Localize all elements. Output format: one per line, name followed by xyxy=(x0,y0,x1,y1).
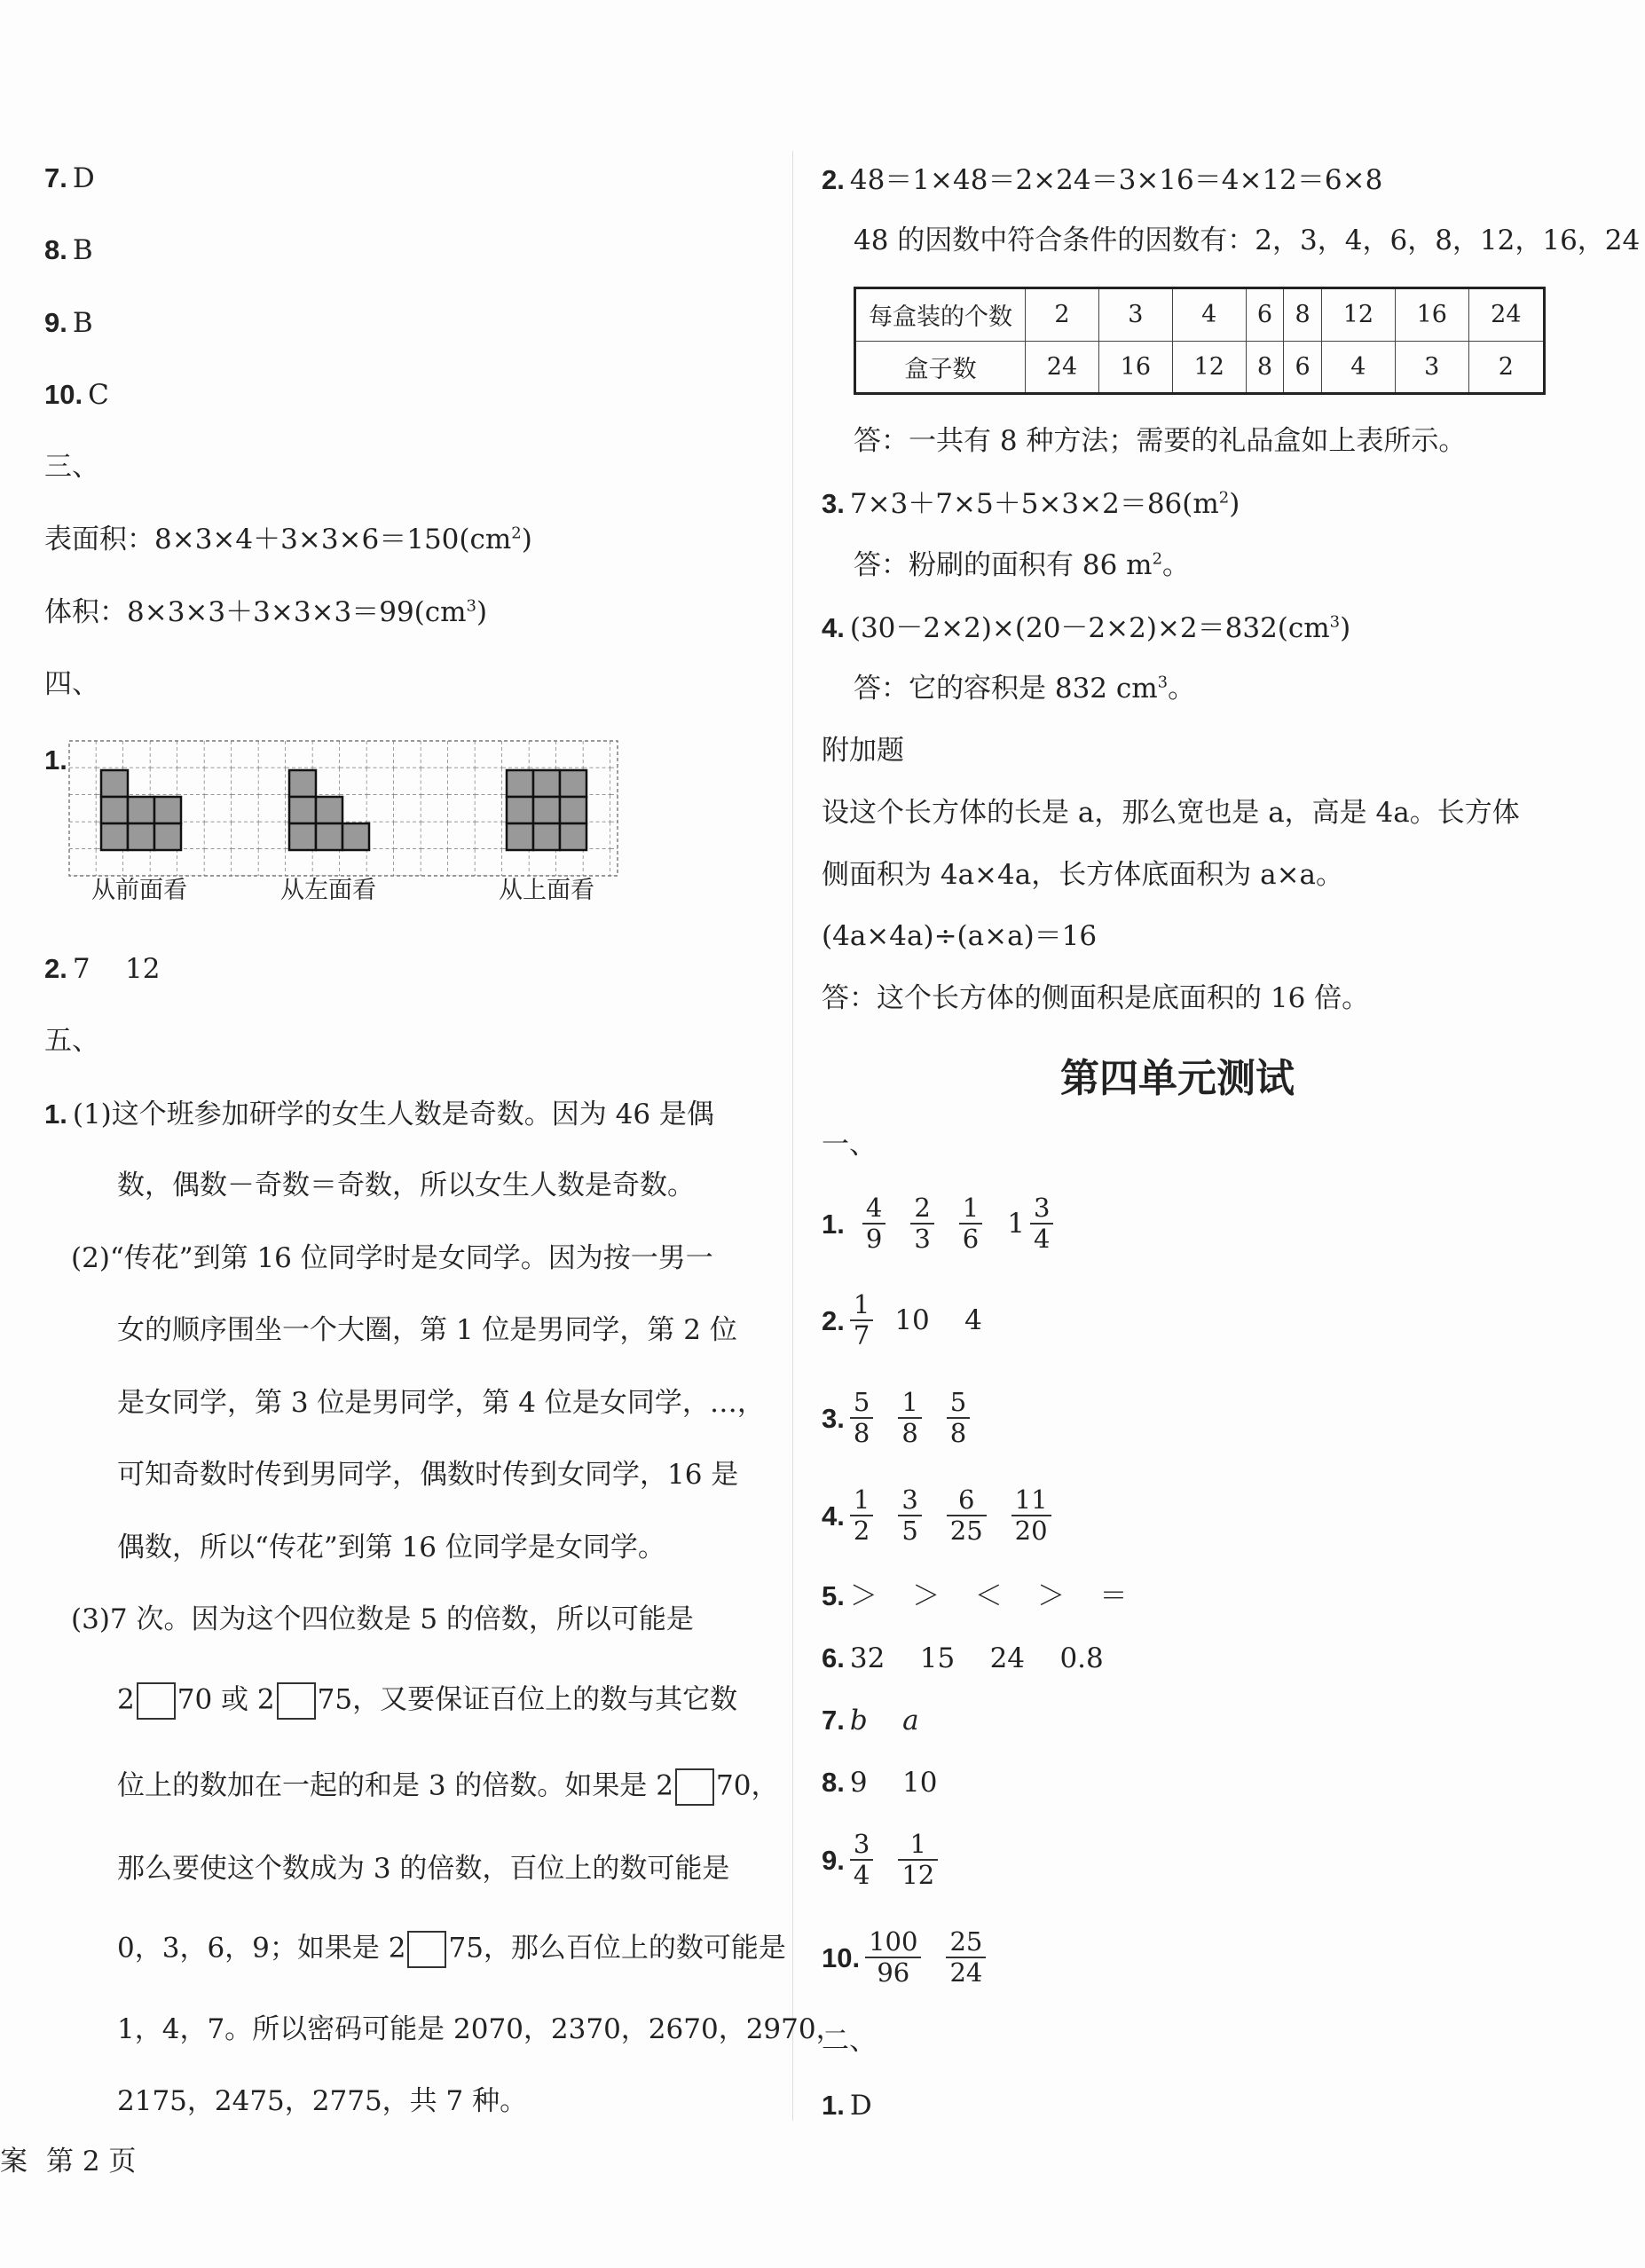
fraction: $\frac{3}{4}$ xyxy=(850,1830,873,1891)
fraction-answer-10: 10. $\frac{100}{96}$ $\frac{25}{24}$ xyxy=(822,1927,998,1988)
digit-blank-box xyxy=(675,1768,714,1806)
text-line: 2 70 或 2 75，又要保证百位上的数与其它数 xyxy=(117,1682,737,1720)
text-line: (4a×4a)÷(a×a)＝16 xyxy=(822,920,1098,952)
fraction: $\frac{3}{4}$ xyxy=(1030,1193,1053,1255)
formula-end: ) xyxy=(521,524,532,555)
unit-test-title: 第四单元测试 xyxy=(1060,1057,1295,1100)
fraction: $\frac{5}{8}$ xyxy=(850,1388,873,1449)
text-line: 0，3，6，9；如果是 2 75，那么百位上的数可能是 xyxy=(117,1931,786,1968)
table-cell: 6 xyxy=(1246,288,1284,342)
text-line: 那么要使这个数成为 3 的倍数，百位上的数可能是 xyxy=(117,1853,730,1885)
question-2: 2. 7 12 xyxy=(44,953,161,985)
fraction: $\frac{1}{2}$ xyxy=(850,1485,873,1547)
table-header-cell: 每盒装的个数 xyxy=(855,288,1026,342)
text-line: 设这个长方体的长是 a，那么宽也是 a，高是 4a。长方体 xyxy=(822,797,1520,829)
problem-1-part-2: (2)“传花”到第 16 位同学时是女同学。因为按一男一 xyxy=(71,1242,713,1274)
exponent: 2 xyxy=(1218,488,1230,508)
section-five-heading: 五、 xyxy=(44,1025,99,1057)
answer-text: C xyxy=(88,379,109,411)
text-line: 侧面积为 4a×4a，长方体底面积为 a×a。 xyxy=(822,859,1344,891)
answer-line: 答：粉刷的面积有 86 $m^2$。 xyxy=(854,549,1191,581)
fraction: $\frac{100}{96}$ xyxy=(865,1927,921,1988)
answer-8-right: 8. 9 10 xyxy=(822,1767,938,1799)
text-line: (1)这个班参加研学的女生人数是奇数。因为 46 是偶 xyxy=(72,1099,714,1130)
answer-8 xyxy=(44,233,93,267)
table-cell: 24 xyxy=(1468,288,1544,342)
answer-b1: 1. D xyxy=(822,2090,872,2122)
fraction: $\frac{3}{5}$ xyxy=(898,1485,921,1547)
extra-question-title: 附加题 xyxy=(822,735,904,767)
text-line: 1，4，7。所以密码可能是 2070，2370，2670，2970， xyxy=(117,2013,844,2045)
formula-end: ) xyxy=(476,596,488,628)
edge-fragment-text: 案 xyxy=(0,2146,28,2177)
table-cell: 6 xyxy=(1284,341,1322,394)
table-cell: 2 xyxy=(1468,341,1544,394)
item-number: 8. xyxy=(44,234,67,265)
view-label-front: 从前面看 xyxy=(91,877,187,904)
fraction-answer-9: 9. $\frac{3}{4}$ $\frac{1}{12}$ xyxy=(822,1830,950,1891)
fraction: $\frac{1}{6}$ xyxy=(959,1193,982,1255)
fraction: $\frac{25}{24}$ xyxy=(946,1927,986,1988)
three-views-diagram xyxy=(69,741,625,883)
text-line: 女的顺序围坐一个大圈，第 1 位是男同学，第 2 位 xyxy=(117,1314,737,1346)
formula: 48＝1×48＝2×24＝3×16＝4×12＝6×8 xyxy=(849,164,1383,196)
exponent: 3 xyxy=(1157,673,1169,692)
top-view-shape xyxy=(507,770,586,850)
answer-text: 7 12 xyxy=(72,953,161,985)
fraction-answer-1: 1. $\frac{4}{9}$ $\frac{2}{3}$ $\frac{1}{6}$ 1 $\frac{3}{4}$ xyxy=(822,1193,1066,1255)
formula: 表面积：8×3×4＋3×3×6＝150(cm xyxy=(44,524,512,555)
table-cell: 2 xyxy=(1026,288,1099,342)
column-divider xyxy=(792,151,793,2121)
table-cell: 24 xyxy=(1026,341,1099,394)
digit-blank-box xyxy=(407,1931,446,1968)
table-cell: 16 xyxy=(1098,341,1172,394)
table-cell: 3 xyxy=(1395,341,1468,394)
table-cell: 16 xyxy=(1395,288,1468,342)
table-cell: 8 xyxy=(1246,341,1284,394)
item-number: 7. xyxy=(44,162,67,193)
table-row xyxy=(855,288,1545,342)
table-header-cell: 盒子数 xyxy=(855,341,1026,394)
compare-answer-5: 5. ＞ ＞ ＜ ＞ ＝ xyxy=(822,1580,1128,1612)
section-one-heading: 一、 xyxy=(822,1129,877,1161)
answer-7 xyxy=(44,161,95,195)
view-label-top: 从上面看 xyxy=(499,877,594,904)
answer-text: B xyxy=(72,307,93,339)
text-line: 可知奇数时传到男同学，偶数时传到女同学，16 是 xyxy=(117,1459,739,1491)
page-number: 第 2 页 xyxy=(46,2146,137,2177)
mixed-number: 1 $\frac{3}{4}$ xyxy=(1007,1193,1066,1255)
volume-line xyxy=(44,596,487,629)
exponent: 3 xyxy=(1329,612,1341,632)
fraction: $\frac{5}{8}$ xyxy=(947,1388,970,1449)
fraction: $\frac{6}{25}$ xyxy=(947,1485,987,1547)
answer-6: 6. 32 15 24 0.8 xyxy=(822,1642,1104,1674)
table-cell: 4 xyxy=(1172,288,1246,342)
digit-blank-box xyxy=(137,1682,176,1720)
answer-7-right: 7. b a xyxy=(822,1705,919,1736)
table-row xyxy=(855,341,1545,394)
answer-text: B xyxy=(72,234,93,266)
table-cell: 8 xyxy=(1284,288,1322,342)
text-line: 数，偶数－奇数＝奇数，所以女生人数是奇数。 xyxy=(117,1169,695,1201)
section-four-heading: 四、 xyxy=(44,668,99,700)
factor-list: 48 的因数中符合条件的因数有：2，3，4，6，8，12，16，24 xyxy=(854,224,1641,256)
text-line: 偶数，所以“传花”到第 16 位同学是女同学。 xyxy=(117,1532,665,1563)
answer-9 xyxy=(44,306,93,340)
answer-line: 答：它的容积是 832 $cm^3$。 xyxy=(854,673,1196,705)
exponent: 3 xyxy=(466,596,476,616)
text-line: 答：这个长方体的侧面积是底面积的 16 倍。 xyxy=(822,982,1370,1014)
table-cell: 3 xyxy=(1098,288,1172,342)
right-question-2: 2. 48＝1×48＝2×24＝3×16＝4×12＝6×8 xyxy=(822,164,1383,196)
section-two-heading: 二、 xyxy=(822,2025,877,2057)
item-number: 10. xyxy=(44,379,83,410)
answer-text: D xyxy=(72,162,95,194)
surface-area-line xyxy=(44,524,532,556)
problem-1-part-1: 1. (1)这个班参加研学的女生人数是奇数。因为 46 是偶 xyxy=(44,1099,714,1130)
formula: 体积：8×3×3＋3×3×3＝99(cm xyxy=(44,596,467,628)
fraction: $\frac{11}{20}$ xyxy=(1011,1485,1051,1547)
fraction: $\frac{1}{8}$ xyxy=(898,1388,921,1449)
answer-10 xyxy=(44,378,109,412)
exponent: 2 xyxy=(511,524,522,543)
right-question-3: 3. $7\times 3+7\times 5+5\times 3\times 2=86(m^2)$ xyxy=(822,488,1240,520)
answer-line: 答：一共有 8 种方法；需要的礼品盒如上表所示。 xyxy=(854,425,1467,457)
problem-1-part-3: (3)7 次。因为这个四位数是 5 的倍数，所以可能是 xyxy=(71,1603,694,1635)
text-line: 是女同学，第 3 位是男同学，第 4 位是女同学，…， xyxy=(117,1387,765,1419)
fraction-answer-3: 3. $\frac{5}{8}$ $\frac{1}{8}$ $\frac{5}{8}$ xyxy=(822,1388,982,1449)
table-cell: 12 xyxy=(1172,341,1246,394)
fraction-answer-2: 2. $\frac{1}{7}$ 10 4 xyxy=(822,1289,982,1351)
fraction: $\frac{1}{12}$ xyxy=(898,1830,938,1891)
fraction-answer-4: 4. $\frac{1}{2}$ $\frac{3}{5}$ $\frac{6}{25}$ $\frac{11}{20}$ xyxy=(822,1485,1064,1547)
text-line: 2175，2475，2775，共 7 种。 xyxy=(117,2085,528,2117)
digit-blank-box xyxy=(277,1682,316,1720)
item-number: 9. xyxy=(44,307,67,338)
box-count-table xyxy=(854,287,1546,395)
section-three-heading: 三、 xyxy=(44,451,99,483)
fraction: $\frac{2}{3}$ xyxy=(910,1193,933,1255)
exponent: 2 xyxy=(1152,549,1163,569)
fraction: $\frac{1}{7}$ xyxy=(850,1290,873,1351)
text-line: 位上的数加在一起的和是 3 的倍数。如果是 2 70， xyxy=(117,1768,778,1806)
right-question-4: 4. $(30-2\times 2)\times(20-2\times 2)\times 2=832(cm^3)$ xyxy=(822,612,1351,644)
table-cell: 4 xyxy=(1321,341,1395,394)
view-label-left: 从左面看 xyxy=(280,877,376,904)
question-1-number: 1. xyxy=(44,744,67,776)
fraction: $\frac{4}{9}$ xyxy=(862,1193,885,1255)
table-cell: 12 xyxy=(1321,288,1395,342)
